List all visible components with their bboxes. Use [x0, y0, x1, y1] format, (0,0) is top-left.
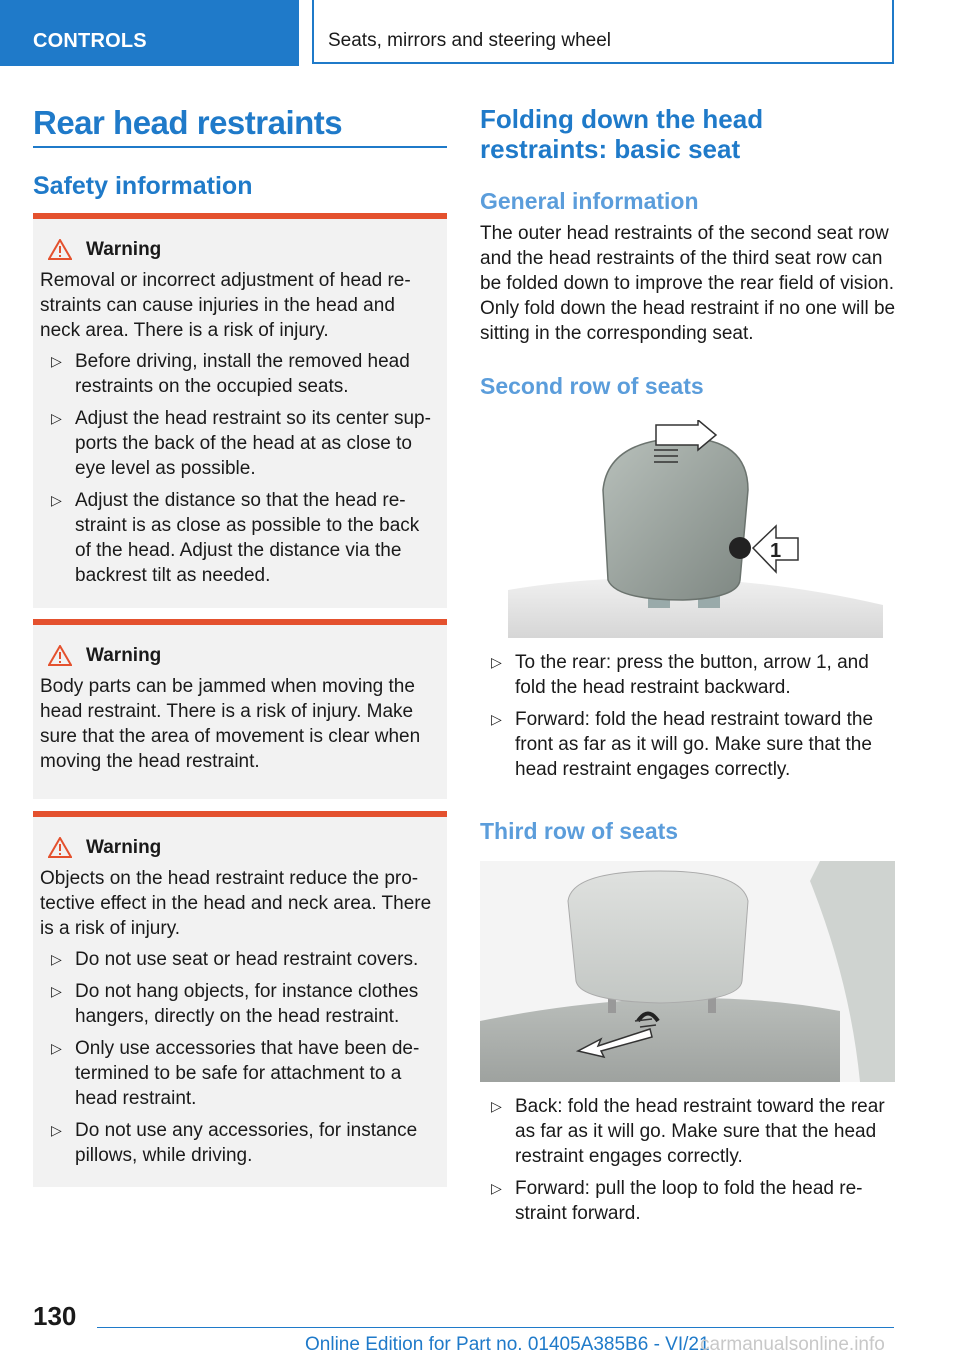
warning-text: Body parts can be jammed when moving the head restraint. There is a risk of injury. Make sure that the area of movement is clear when moving the head restraint.	[40, 676, 421, 772]
warning-box-1	[33, 213, 447, 608]
list-item: ▷ Back: fold the head restraint toward the rear as far as it will go. Make sure that the head restraint engages correctly.	[491, 1096, 885, 1167]
list-item: ▷ To the rear: press the button, arrow 1, and fold the head restraint backward.	[491, 652, 869, 698]
list-item: ▷ Before driving, install the removed head restraints on the occupied seats.	[51, 351, 410, 397]
list-item: ▷ Forward: fold the head restraint toward the front as far as it will go. Make sure that the head restraint engages correctly.	[491, 709, 874, 780]
list-item: ▷ Forward: pull the loop to fold the head re‐straint forward.	[491, 1178, 863, 1224]
general-heading: General information	[480, 188, 699, 214]
arrow-callout-label: 1	[770, 540, 782, 562]
footer-divider	[97, 1327, 894, 1328]
section-tab	[0, 0, 299, 66]
warning-label: Warning	[86, 837, 162, 858]
warning-icon	[48, 645, 72, 666]
warning-box-3	[33, 811, 447, 1187]
list-item: ▷ Adjust the head restraint so its center sup‐ports the back of the head at as close to eye level as possible.	[51, 408, 431, 479]
list-item: ▷ Do not hang objects, for instance clothes hangers, directly on the head restraint.	[51, 981, 419, 1027]
warning-box-2	[33, 619, 447, 799]
warning-text: Removal or incorrect adjustment of head re‐straints can cause injuries in the head and neck area. There is a risk of injury.	[40, 270, 411, 341]
third-row-headrest-image	[480, 861, 895, 1082]
warning-label: Warning	[86, 645, 162, 666]
second-row-heading: Second row of seats	[480, 373, 704, 399]
watermark: carmanualsonline.info	[700, 1334, 885, 1355]
warning-label: Warning	[86, 239, 162, 260]
third-row-heading: Third row of seats	[480, 818, 679, 844]
warning-icon	[48, 239, 72, 260]
list-item: ▷ Adjust the distance so that the head re‐straint is as close as possible to the back of the head. Adjust the distance via the backrest tilt as needed.	[51, 490, 420, 586]
right-section-title: Folding down the head restraints: basic seat	[480, 104, 764, 164]
warning-icon	[48, 837, 72, 858]
general-text: The outer head restraints of the second seat row and the head restraints of the third seat row can be folded down to improve the rear field of vision. Only fold down the head restraint if no one will be sitting in the corresponding seat.	[480, 223, 896, 344]
edition-label: Online Edition for Part no. 01405A385B6 - VI/21	[305, 1334, 710, 1355]
section-label: CONTROLS	[33, 30, 147, 52]
list-item: ▷ Do not use seat or head restraint covers.	[51, 949, 419, 970]
chapter-label: Seats, mirrors and steering wheel	[328, 30, 612, 51]
chapter-tab	[312, 0, 894, 64]
list-item: ▷ Only use accessories that have been de‐termined to be safe for attachment to a head restraint.	[51, 1038, 420, 1109]
list-item: ▷ Do not use any accessories, for instance pillows, while driving.	[51, 1120, 418, 1166]
page-number: 130	[33, 1301, 77, 1331]
page-title: Rear head restraints	[33, 104, 343, 141]
title-divider	[33, 146, 447, 148]
section-subtitle: Safety information	[33, 172, 253, 200]
second-row-headrest-image	[508, 420, 883, 638]
warning-text: Objects on the head restraint reduce the pro‐tective effect in the head and neck area. There is a risk of injury.	[40, 868, 432, 939]
